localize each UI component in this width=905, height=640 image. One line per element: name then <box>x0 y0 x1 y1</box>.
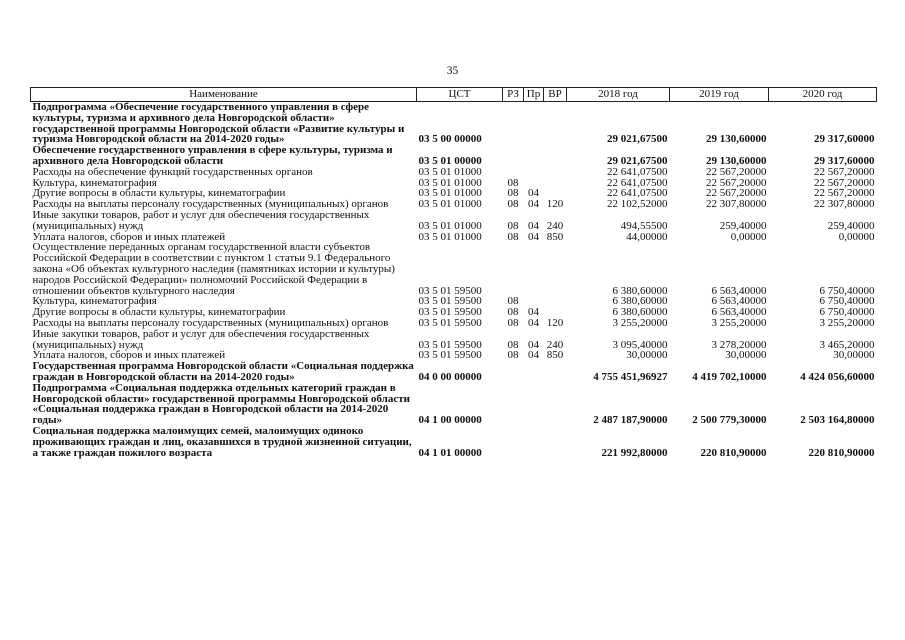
row-pr <box>524 426 544 458</box>
row-2018: 22 641,07500 <box>607 187 668 200</box>
row-rz <box>503 242 524 296</box>
row-rz <box>503 383 524 426</box>
row-2020: 4 424 056,60000 <box>800 370 875 383</box>
row-name: Уплата налогов, сборов и иных платежей <box>32 230 226 243</box>
row-name: Подпрограмма «Обеспечение государственного управления в сфере культуры, туризма и архивного дела Новгородской области» государственной программы Новгородской области «Развитие культуры и туризма Новгородской области на 2014-2020 годы» <box>32 101 405 146</box>
row-vr: 240 <box>546 219 564 232</box>
row-pr <box>524 145 544 167</box>
row-cst: 03 5 00 00000 <box>418 133 482 146</box>
header-2018: 2018 год <box>567 88 670 102</box>
row-name: Культура, кинематография <box>32 295 157 308</box>
table-row <box>31 167 877 178</box>
row-vr <box>544 426 567 458</box>
row-cst: 03 5 01 59500 <box>418 284 482 297</box>
table-header-row <box>31 88 877 102</box>
row-rz: 08 <box>507 349 519 362</box>
page-number: 35 <box>446 65 459 77</box>
row-vr <box>544 178 567 189</box>
row-2018: 22 102,52000 <box>607 198 668 211</box>
table-row <box>31 145 877 167</box>
row-pr <box>524 383 544 426</box>
row-cst: 04 0 00 00000 <box>418 370 482 383</box>
header-pr: Пр <box>524 88 544 102</box>
row-vr <box>544 296 567 307</box>
row-rz <box>503 167 524 178</box>
row-vr: 850 <box>546 349 564 362</box>
row-2018: 44,00000 <box>626 230 668 243</box>
row-2018: 22 641,07500 <box>607 176 668 189</box>
row-name: Расходы на обеспечение функций государственных органов <box>32 165 313 178</box>
row-vr <box>544 102 567 146</box>
row-cst: 03 5 01 01000 <box>418 219 482 232</box>
row-vr <box>544 167 567 178</box>
row-rz: 08 <box>507 230 519 243</box>
table-row <box>31 426 877 458</box>
row-rz: 08 <box>507 338 519 351</box>
row-name: Другие вопросы в области культуры, кинематографии <box>32 187 286 200</box>
row-cst: 04 1 00 00000 <box>418 414 482 427</box>
row-name: Обеспечение государственного управления в сфере культуры, туризма и архивного дела Новгородской области <box>32 144 393 167</box>
row-name: Социальная поддержка малоимущих семей, малоимущих одиноко проживающих граждан и лиц, оказавшихся в трудной жизненной ситуации, а также граждан пожилого возраста <box>32 424 412 459</box>
row-rz: 08 <box>507 306 519 319</box>
row-2018: 4 755 451,96927 <box>593 370 668 383</box>
row-pr: 04 <box>528 198 539 211</box>
row-name: Осуществление переданных органам государственной власти субъектов Российской Федерации в соответствии с пунктом 1 статьи 9.1 Федерального закона «Об объектах культурного наследия (памятниках истории и культуры) народов Российской Федерации» полномочий Российской Федерации в отношении объектов культурного наследия <box>32 241 395 297</box>
row-2018: 6 380,60000 <box>612 284 668 297</box>
row-vr: 240 <box>546 338 564 351</box>
row-name: Уплата налогов, сборов и иных платежей <box>32 349 226 362</box>
table-row <box>31 329 877 351</box>
row-2020: 22 567,20000 <box>814 176 875 189</box>
row-2020: 6 750,40000 <box>819 306 875 319</box>
row-2019: 29 130,60000 <box>706 154 767 167</box>
row-vr <box>544 383 567 426</box>
row-name: Иные закупки товаров, работ и услуг для обеспечения государственных (муниципальных) нужд <box>32 208 370 232</box>
row-2018: 29 021,67500 <box>607 154 668 167</box>
row-rz: 08 <box>507 219 519 232</box>
row-cst: 03 5 01 59500 <box>418 338 482 351</box>
table-row <box>31 210 877 232</box>
row-2020: 6 750,40000 <box>819 295 875 308</box>
row-2019: 22 307,80000 <box>706 198 767 211</box>
row-2020: 259,40000 <box>827 219 875 232</box>
row-2019: 29 130,60000 <box>706 133 767 146</box>
row-pr <box>524 167 544 178</box>
row-vr: 120 <box>546 316 564 329</box>
row-cst: 03 5 01 01000 <box>418 165 482 178</box>
row-name: Культура, кинематография <box>32 176 157 189</box>
row-2019: 220 810,90000 <box>700 446 767 459</box>
budget-table <box>30 87 877 458</box>
row-2020: 29 317,60000 <box>814 133 875 146</box>
row-pr: 04 <box>528 219 539 232</box>
row-cst: 03 5 01 01000 <box>418 230 482 243</box>
header-2019: 2019 год <box>670 88 769 102</box>
row-2018: 22 641,07500 <box>607 165 668 178</box>
row-cst: 03 5 01 01000 <box>418 187 482 200</box>
row-2019: 2 500 779,30000 <box>692 414 767 427</box>
row-2020: 3 255,20000 <box>819 316 875 329</box>
row-name: Другие вопросы в области культуры, кинематографии <box>32 306 286 319</box>
row-pr: 04 <box>528 349 539 362</box>
row-2019: 6 563,40000 <box>711 306 767 319</box>
row-rz <box>503 361 524 383</box>
row-vr <box>544 242 567 296</box>
row-2018: 3 255,20000 <box>612 316 668 329</box>
row-2020: 0,00000 <box>838 230 875 243</box>
row-2019: 6 563,40000 <box>711 284 767 297</box>
row-cst: 03 5 01 01000 <box>418 198 482 211</box>
row-pr: 04 <box>528 230 539 243</box>
row-cst: 03 5 01 59500 <box>418 316 482 329</box>
header-rz: РЗ <box>503 88 524 102</box>
row-rz <box>503 102 524 146</box>
row-2018: 30,00000 <box>626 349 668 362</box>
row-2019: 22 567,20000 <box>706 165 767 178</box>
row-cst: 03 5 01 59500 <box>418 306 482 319</box>
row-2019: 22 567,20000 <box>706 176 767 189</box>
row-2018: 3 095,40000 <box>612 338 668 351</box>
header-cst: ЦСТ <box>417 88 503 102</box>
table-body <box>31 102 877 459</box>
row-vr: 120 <box>546 198 564 211</box>
row-pr: 04 <box>528 306 539 319</box>
row-cst: 03 5 01 00000 <box>418 154 482 167</box>
row-2020: 22 307,80000 <box>814 198 875 211</box>
row-2018: 2 487 187,90000 <box>593 414 668 427</box>
row-pr <box>524 361 544 383</box>
row-2018: 221 992,80000 <box>601 446 668 459</box>
row-rz: 08 <box>507 176 519 189</box>
row-2020: 220 810,90000 <box>808 446 875 459</box>
row-2019: 4 419 702,10000 <box>692 370 767 383</box>
row-2018: 6 380,60000 <box>612 295 668 308</box>
row-vr: 850 <box>546 230 564 243</box>
row-cst: 03 5 01 59500 <box>418 295 482 308</box>
row-2019: 3 278,20000 <box>711 338 767 351</box>
table-row <box>31 361 877 383</box>
row-vr <box>544 361 567 383</box>
table-row <box>31 383 877 426</box>
row-2018: 6 380,60000 <box>612 306 668 319</box>
row-name: Подпрограмма «Социальная поддержка отдельных категорий граждан в Новгородской области» государственной программы Новгородской области «Социальная поддержка граждан в Новгородской области на 2014-2020 годы» <box>32 381 410 427</box>
row-2020: 29 317,60000 <box>814 154 875 167</box>
row-2020: 30,00000 <box>833 349 875 362</box>
row-cst: 04 1 01 00000 <box>418 446 482 459</box>
table-row <box>31 242 877 296</box>
row-pr: 04 <box>528 338 539 351</box>
row-name: Государственная программа Новгородской области «Социальная поддержка граждан в Новгородской области на 2014-2020 годы» <box>32 360 414 383</box>
table-row <box>31 102 877 146</box>
row-pr: 04 <box>528 316 539 329</box>
header-2020: 2020 год <box>769 88 877 102</box>
row-2019: 30,00000 <box>725 349 767 362</box>
row-rz <box>503 145 524 167</box>
row-2020: 22 567,20000 <box>814 187 875 200</box>
row-pr: 04 <box>528 187 539 200</box>
row-name: Расходы на выплаты персоналу государственных (муниципальных) органов <box>32 316 389 329</box>
row-name: Расходы на выплаты персоналу государственных (муниципальных) органов <box>32 198 389 211</box>
row-2020: 6 750,40000 <box>819 284 875 297</box>
row-name: Иные закупки товаров, работ и услуг для обеспечения государственных (муниципальных) нужд <box>32 327 370 351</box>
row-2019: 259,40000 <box>719 219 767 232</box>
row-cst: 03 5 01 59500 <box>418 349 482 362</box>
row-2020: 3 465,20000 <box>819 338 875 351</box>
row-cst: 03 5 01 01000 <box>418 176 482 189</box>
row-pr <box>524 102 544 146</box>
header-vr: ВР <box>544 88 567 102</box>
header-name: Наименование <box>31 88 417 102</box>
row-rz: 08 <box>507 198 519 211</box>
row-2018: 29 021,67500 <box>607 133 668 146</box>
row-rz: 08 <box>507 316 519 329</box>
row-pr <box>524 242 544 296</box>
row-2019: 6 563,40000 <box>711 295 767 308</box>
row-2020: 2 503 164,80000 <box>800 414 875 427</box>
row-2019: 22 567,20000 <box>706 187 767 200</box>
row-2020: 22 567,20000 <box>814 165 875 178</box>
row-rz <box>503 426 524 458</box>
row-2018: 494,55500 <box>620 219 668 232</box>
row-2019: 0,00000 <box>730 230 767 243</box>
row-2019: 3 255,20000 <box>711 316 767 329</box>
row-rz: 08 <box>507 295 519 308</box>
row-vr <box>544 145 567 167</box>
row-rz: 08 <box>507 187 519 200</box>
